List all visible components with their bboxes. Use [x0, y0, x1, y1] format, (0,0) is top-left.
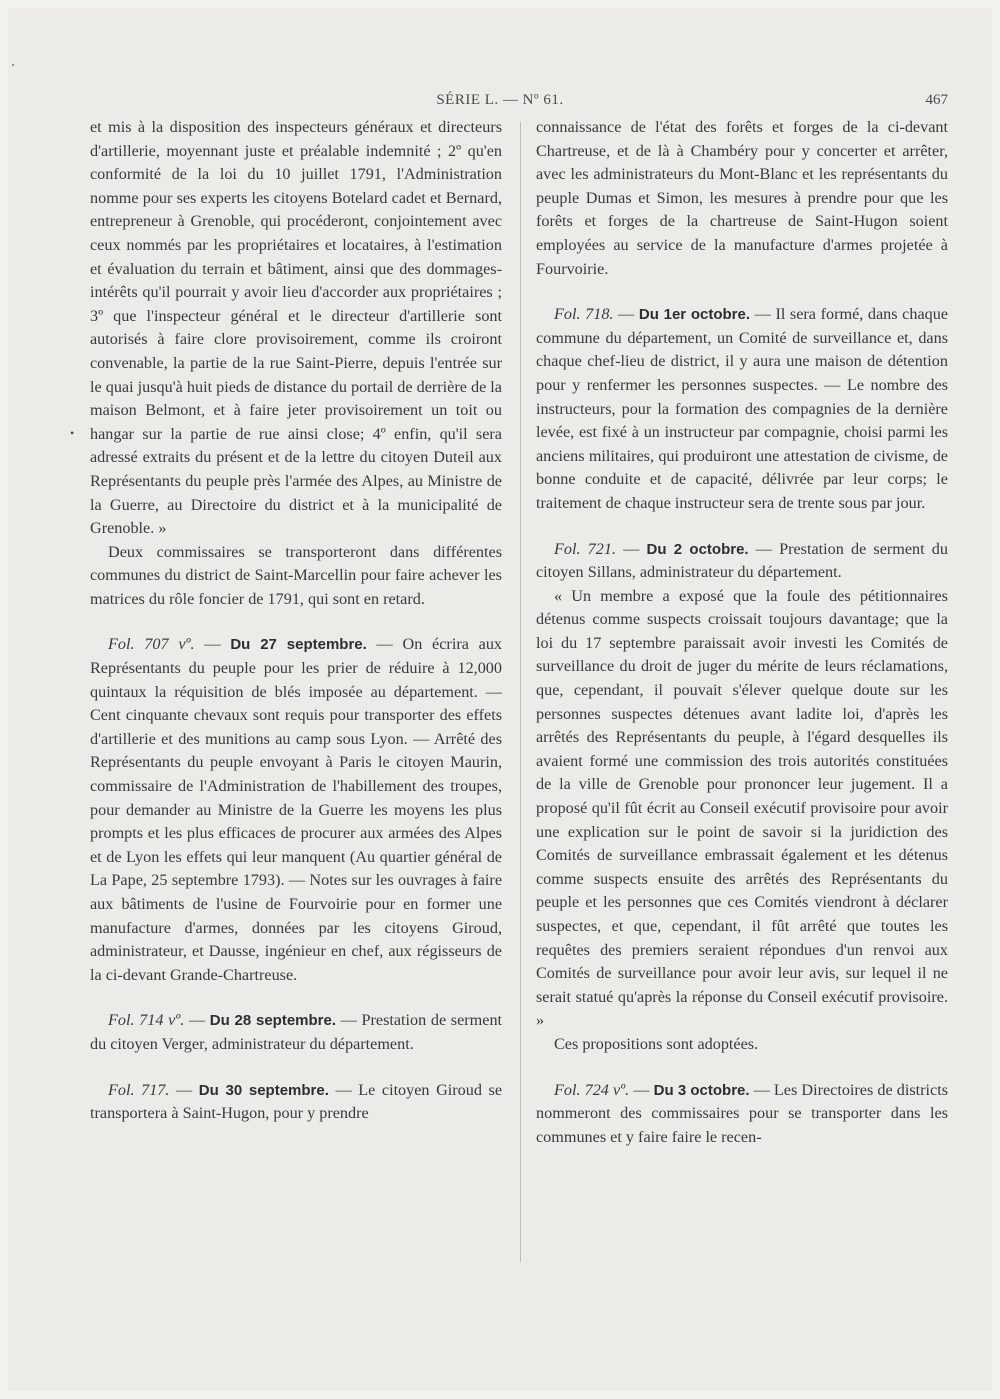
- column-divider: [520, 122, 521, 1262]
- quotation: « Un membre a exposé que la foule des pétitionnaires détenus comme suspects croissait toujours davantage; que la loi du 17 septembre paraissait avoir investi les Comités de surveillance du droit de juger du mérite de leurs réclamations, que, cependant, il pouvait s'élever quelque doute sur les personnes suspectes détenues avant ladite loi, d'après les arrêtés des Représentants du peuple, à l'égard desquelles ils avaient formé une commission des trois autorités constituées de la ville de Grenoble pour prononcer leur jugement. Il a proposé qu'il fût écrit au Conseil exécutif provisoire pour avoir une explication sur le point de savoir si la juridiction des Comités de surveillance embrassait également et les détenus comme suspects ensuite des arrêtés des Représentants du peuple et les personnes que ces Comités viendront à déclarer suspectes, et que, cependant, il fût arrêté que toutes les requêtes des premiers seraient répondues d'un renvoi aux Comités de surveillance pour avoir leur avis, sur lequel il ne serait statué qu'après la réponse du Conseil exécutif provisoire. »: [536, 586, 948, 1030]
- entry-date: Du 30 septembre.: [198, 1081, 329, 1099]
- folio: Fol. 724 vº.: [554, 1080, 630, 1099]
- margin-dot: •: [70, 426, 75, 440]
- left-column: [90, 116, 502, 1126]
- right-column: [536, 116, 948, 1149]
- page-number: 467: [925, 92, 948, 108]
- folio: Fol. 714 vº.: [108, 1011, 185, 1030]
- running-title: SÉRIE L. — Nº 61.: [436, 92, 564, 108]
- entry-text: Prestation de serment du citoyen Verger, administrateur du département.: [90, 1011, 503, 1053]
- entry-date: Du 2 octobre.: [646, 540, 749, 558]
- entry-date: Du 28 septembre.: [209, 1012, 337, 1030]
- paragraph: et mis à la disposition des inspecteurs généraux et directeurs d'artillerie, moyennant juste et préalable indemnité ; 2º qu'en conformité de la loi du 10 juillet 1791, l'Administration nomme pour ses experts les citoyens Botelard cadet et Bernard, entrepreneur à Grenoble, qui procéderont, conjointement avec ceux nommés par les propriétaires et locataires, à l'estimation et évaluation du terrain et bâtiment, ainsi que des dommages-intérêts qu'il pourrait y avoir lieu d'accorder aux propriétaires ; 3º que l'inspecteur général et le directeur d'artillerie sont autorisés à faire clore provisoirement, comme ils croiront convenable, la partie de la rue Saint-Pierre, depuis l'entrée sur le quai jusqu'à huit pieds de distance du portail de derrière de la maison Belmont, et à faire jeter provisoirement un toit ou hangar sur la partie de rue ainsi close; 4º enfin, qu'il sera adressé extraits du présent et de la lettre du citoyen Duteil aux Représentants du peuple près l'armée des Alpes, au Ministre de la Guerre, au Directoire du district et à la municipalité de Grenoble. »: [90, 118, 502, 538]
- page-header: [0, 92, 1000, 116]
- scan-speck: [12, 64, 14, 66]
- entry: Fol. 718. — Du 1er octobre. — Il sera formé, dans chaque commune du département, un Comité de surveillance et, dans chaque chef-lieu de district, il y aura une maison de détention pour y renfermer les personnes suspectes. — Le nombre des instructeurs, pour la formation des compagnies de la dernière levée, est fixé à un instructeur par compagnie, choisi parmi les anciens militaires, qui produiront une attestation de civisme, de bonne conduite et de capacité, délivrée par leur corps; le traitement de chaque instructeur sera de trente sous par jour.: [536, 305, 949, 512]
- entry: Fol. 714 vº. — Du 28 septembre. — Prestation de serment du citoyen Verger, administrateur du département.: [90, 1011, 503, 1053]
- entry-text: Prestation de serment du citoyen Sillans, administrateur du département.: [536, 539, 948, 582]
- folio: Fol. 718.: [554, 305, 614, 324]
- entry-date: Du 1er octobre.: [638, 306, 751, 324]
- folio: Fol. 717.: [108, 1080, 170, 1099]
- entry: Fol. 724 vº. — Du 3 octobre. — Les Directoires de districts nommeront des commissaires pour se transporter dans les communes et y faire faire le recen-: [536, 1080, 949, 1146]
- entry-text: Les Directoires de districts nommeront des commissaires pour se transporter dans les communes et y faire faire le recen-: [536, 1080, 949, 1146]
- folio: Fol. 721.: [554, 539, 617, 558]
- entry-text: Le citoyen Giroud se transportera à Saint-Hugon, pour y prendre: [90, 1080, 503, 1123]
- paragraph: Deux commissaires se transporteront dans différentes communes du district de Saint-Marcellin pour faire achever les matrices du rôle foncier de 1791, qui sont en retard.: [90, 542, 502, 608]
- entry-text: On écrira aux Représentants du peuple pour les prier de réduire à 12,000 quintaux la réquisition de blés imposée au département. — Cent cinquante chevaux sont requis pour transporter des effets d'artillerie et des munitions au camp sous Lyon. — Arrêté des Représentants du peuple envoyant à Paris le citoyen Maurin, commissaire de l'Administration de l'habillement des troupes, pour demander au Ministre de la Guerre les moyens les plus prompts et les plus efficaces de procurer aux armées des Alpes et de Lyon les effets qui leur manquent (Au quartier général de La Pape, 25 septembre 1793). — Notes sur les ouvrages à faire aux bâtiments de l'usine de Fourvoirie pour en former une manufacture d'armes, données par les citoyens Giroud, administrateur, et Dausse, ingénieur en chef, aux régisseurs de la ci-devant Grande-Chartreuse.: [90, 635, 503, 984]
- paragraph: Ces propositions sont adoptées.: [554, 1034, 759, 1053]
- folio: Fol. 707 vº.: [108, 635, 195, 654]
- entry-date: Du 3 octobre.: [653, 1081, 750, 1099]
- entry: Fol. 707 vº. — Du 27 septembre. — On écrira aux Représentants du peuple pour les prier de réduire à 12,000 quintaux la réquisition de blés imposée au département. — Cent cinquante chevaux sont requis pour transporter des effets d'artillerie et des munitions au camp sous Lyon. — Arrêté des Représentants du peuple envoyant à Paris le citoyen Maurin, commissaire de l'Administration de l'habillement des troupes, pour demander au Ministre de la Guerre les moyens les plus prompts et les plus efficaces de procurer aux armées des Alpes et de Lyon les effets qui leur manquent (Au quartier général de La Pape, 25 septembre 1793). — Notes sur les ouvrages à faire aux bâtiments de l'usine de Fourvoirie pour en former une manufacture d'armes, données par les citoyens Giroud, administrateur, et Dausse, ingénieur en chef, aux régisseurs de la ci-devant Grande-Chartreuse.: [90, 635, 503, 984]
- entry-date: Du 27 septembre.: [230, 636, 367, 654]
- paragraph: connaissance de l'état des forêts et forges de la ci-devant Chartreuse, et de là à Chambéry pour y concerter et arrêter, avec les administrateurs du Mont-Blanc et les représentants du peuple Dumas et Simon, les mesures à prendre pour que les forêts et forges de la chartreuse de Saint-Hugon soient employées au service de la manufacture d'armes projetée à Fourvoirie.: [536, 118, 948, 278]
- entry: Fol. 717. — Du 30 septembre. — Le citoyen Giroud se transportera à Saint-Hugon, pour y prendre: [90, 1080, 503, 1123]
- entry: Fol. 721. — Du 2 octobre. — Prestation de serment du citoyen Sillans, administrateur du département.: [536, 539, 948, 582]
- entry-text: Il sera formé, dans chaque commune du département, un Comité de surveillance et, dans chaque chef-lieu de district, il y aura une maison de détention pour y renfermer les personnes suspectes. — Le nombre des instructeurs, pour la formation des compagnies de la dernière levée, est fixé à un instructeur par compagnie, choisi parmi les anciens militaires, qui produiront une attestation de civisme, de bonne conduite et de capacité, délivrée par leur corps; le traitement de chaque instructeur sera de trente sous par jour.: [536, 305, 949, 512]
